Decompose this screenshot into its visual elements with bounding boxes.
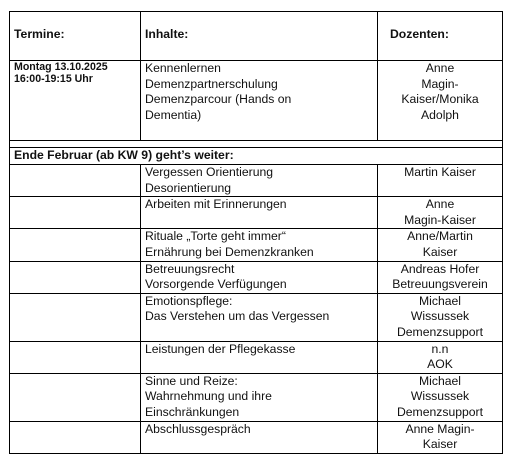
session-date-cell <box>10 165 141 197</box>
session-row <box>10 373 503 421</box>
session-lecturer-cell <box>378 421 503 453</box>
gap-cell <box>10 141 503 148</box>
content-line: Demenzpartnerschulung <box>145 76 278 91</box>
session-date-cell <box>10 261 141 293</box>
content-line: Vorsorgende Verfügungen <box>145 277 287 292</box>
session-row <box>10 341 503 373</box>
session-row <box>10 165 503 197</box>
session-lecturer-cell <box>378 197 503 229</box>
content-line: Dementia) <box>145 107 202 122</box>
content-line: Kennenlernen <box>145 61 221 75</box>
lecturer-line: AOK <box>427 357 453 372</box>
lecturer-line: Andreas Hofer <box>400 261 480 276</box>
session-lecturer-cell <box>378 341 503 373</box>
session-lecturer-cell <box>378 293 503 341</box>
session-lecturer-cell <box>378 61 503 141</box>
lecturer-line: Betreuungsverein <box>392 277 488 292</box>
content-line: Betreuungsrecht <box>145 261 235 276</box>
session-content-cell <box>141 421 378 453</box>
lecturer-line: Anne/Martin <box>407 229 473 244</box>
lecturer-line: Kaiser/Monika <box>401 92 479 107</box>
lecturer-line: Wissussek <box>410 309 470 324</box>
session-date-cell <box>10 61 141 141</box>
gap-row <box>10 141 503 148</box>
lecturer-line: Magin- <box>421 76 459 91</box>
continuation-note: Ende Februar (ab KW 9) geht’s weiter: <box>10 148 503 165</box>
content-line: Desorientierung <box>145 180 232 195</box>
content-line: Leistungen der Pflegekasse <box>145 341 296 356</box>
content-line: Das Verstehen um das Vergessen <box>145 309 330 324</box>
lecturer-line: Michael <box>419 373 461 388</box>
session-lecturer-cell <box>378 373 503 421</box>
session-content-cell <box>141 293 378 341</box>
session-row <box>10 261 503 293</box>
content-line: Rituale „Torte geht immer“ <box>145 229 286 244</box>
session-row <box>10 293 503 341</box>
content-line: Wahrnehmung und ihre <box>145 389 272 404</box>
content-line: Vergessen Orientierung <box>145 165 274 179</box>
content-line: Ernährung bei Demenzkranken <box>145 244 314 259</box>
schedule-table <box>9 11 503 454</box>
lecturer-line: Demenzsupport <box>396 324 484 339</box>
header-dozenten: Dozenten: <box>378 12 503 61</box>
lecturer-line: Anne <box>425 61 455 75</box>
content-line: Einschränkungen <box>145 404 240 419</box>
session-content-cell <box>141 165 378 197</box>
session-lecturer-cell <box>378 165 503 197</box>
lecturer-line: n.n <box>431 341 449 356</box>
lecturer-line: Kaiser <box>422 437 458 452</box>
session-date-cell <box>10 341 141 373</box>
session-date-cell <box>10 229 141 261</box>
session-content-cell <box>141 229 378 261</box>
header-termine: Termine: <box>10 12 141 61</box>
session-content-cell <box>141 341 378 373</box>
lecturer-line: Demenzsupport <box>396 404 484 419</box>
session-date-cell <box>10 421 141 453</box>
content-line: Sinne und Reize: <box>145 373 238 388</box>
session-date-cell <box>10 197 141 229</box>
lecturer-line: Adolph <box>421 107 459 122</box>
session-content-cell <box>141 261 378 293</box>
session-row <box>10 197 503 229</box>
lecturer-line: Magin-Kaiser <box>404 212 476 227</box>
session-row <box>10 229 503 261</box>
session-date-cell <box>10 293 141 341</box>
content-line: Arbeiten mit Erinnerungen <box>145 197 287 212</box>
table-header-row <box>10 12 503 61</box>
session-content-cell <box>141 61 378 141</box>
content-line: Demenzparcour (Hands on <box>145 92 292 107</box>
lecturer-line: Wissussek <box>410 389 470 404</box>
lecturer-line: Kaiser <box>422 244 458 259</box>
session-lecturer-cell <box>378 261 503 293</box>
first-session-row <box>10 61 503 141</box>
lecturer-line: Anne <box>425 197 455 212</box>
lecturer-line: Michael <box>419 293 461 308</box>
session-lecturer-cell <box>378 229 503 261</box>
session-row <box>10 421 503 453</box>
session-date-cell <box>10 373 141 421</box>
content-line: Emotionspflege: <box>145 293 233 308</box>
session-time: 16:00-19:15 Uhr <box>14 73 93 85</box>
session-date: Montag 13.10.2025 <box>14 61 108 73</box>
header-inhalte: Inhalte: <box>141 12 378 61</box>
content-line: Abschlussgespräch <box>145 421 251 436</box>
lecturer-line: Martin Kaiser <box>404 165 476 179</box>
continuation-row <box>10 148 503 165</box>
session-content-cell <box>141 197 378 229</box>
session-content-cell <box>141 373 378 421</box>
lecturer-line: Anne Magin- <box>405 421 475 436</box>
